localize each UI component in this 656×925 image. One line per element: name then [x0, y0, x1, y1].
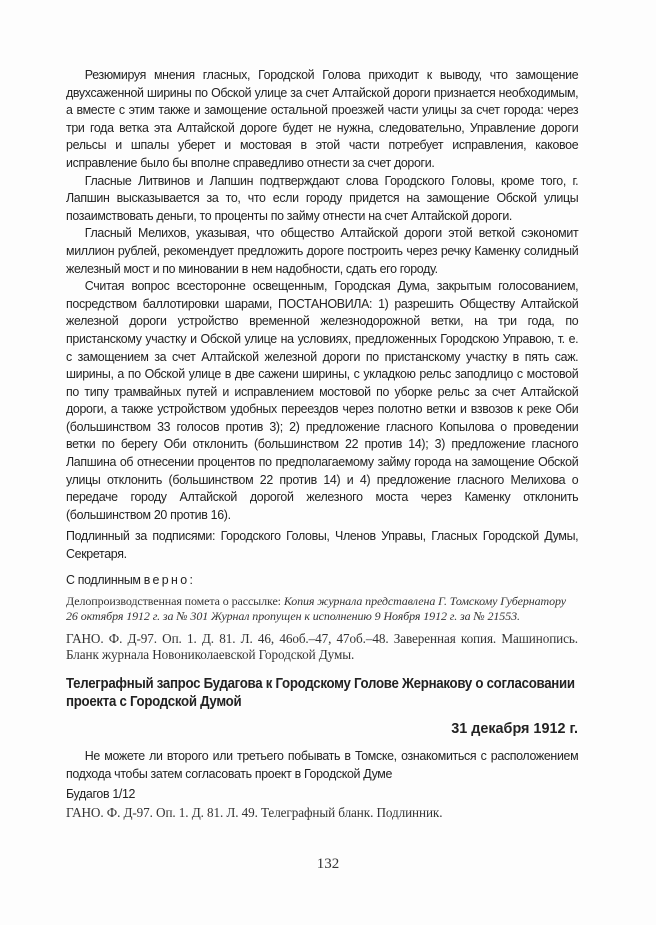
paragraph: Считая вопрос всесторонне освещенным, Городская Дума, закрытым голосованием, посредством баллотировки шарами, ПОСТАНОВИЛА: 1) разрешить Обществу Алтайской железной дороги устройство временной железнодорожной ветки, на три года, по пристанскому участку и Обской улице на условиях, предложенных Городскою Управою, т. е. с замощением за счет Алтайской железной дороги по пристанскому участку в пять саж. ширины, а по Обской улице в две сажени ширины, с укладкою рельс заподлицо с мостовой по типу трамвайных путей и исправлением мостовой по уборке рельс за счет Алтайской дороги, а также устройством удобных переездов через полотно ветки и взвозов к реке Оби (большинством 33 голосов против 3); 2) предложение гласного Копылова о проведении ветки по берегу Оби отклонить (большинством 22 против 14); 3) предложение гласного Лапшина об отнесении процентов по предполагаемому займу города на замощение Обской улицы отклонить (большинством 22 против 14) и 4) предложение гласного Мелихова о передаче городу Алтайской дорогой железного моста через Каменку отклонить (большинством 20 против 16). [66, 278, 579, 522]
verified-line [66, 571, 578, 589]
paragraph: Гласные Литвинов и Лапшин подтверждают слова Городского Головы, кроме того, г. Лапшин высказывается за то, что если городу придется на замощение Обской улицы позаимствовать деньги, то проценты по займу отнести на счет Алтайской дороги. [66, 172, 579, 223]
telegram-date: 31 декабря 1912 г. [451, 721, 578, 738]
archive-reference: ГАНО. Ф. Д-97. Оп. 1. Д. 81. Л. 49. Телеграфный бланк. Подлинник. [66, 805, 443, 820]
office-note [66, 594, 578, 624]
paragraph: Резюмируя мнения гласных, Городской Голова приходит к выводу, что замощение двухсаженной ширины по Обской улице за счет Алтайской дороги признается необходимым, а вместе с этим также и замощение остальной проезжей части улицы за счет города: через три года ветка эта Алтайской дороге будет не нужна, следовательно, Управление дороги рельсы и шпалы уберет и мостовая в этой части потребует исправления, каковое исправление было бы вполне справедливо отнести за счет дороги. [66, 67, 579, 170]
office-note-label: Делопроизводственная помета о рассылке: [66, 594, 284, 609]
office-note-text: Копия журнала представлена Г. Томскому Губернатору 26 октября 1912 г. за № 301 Журнал пропущен к исполнению 9 Ноября 1912 г. за № 21553. [66, 594, 566, 624]
telegram-text: Не можете ли второго или третьего побывать в Томске, ознакомиться с расположением подхода чтобы затем согласовать проект в Городской Думе [66, 748, 579, 781]
page-number: 132 [316, 856, 340, 872]
signatures-note: Подлинный за подписями: Городского Головы, Членов Управы, Гласных Городской Думы, Секретаря. [66, 528, 579, 562]
telegram-body [66, 747, 578, 803]
resolution-text [66, 66, 578, 588]
verified-prefix: С подлинным [66, 571, 144, 587]
document-page [66, 66, 578, 821]
verified-word: верно: [143, 571, 196, 587]
telegram-title: Телеграфный запрос Будагова к Городскому Голове Жернакову о согласовании проекта с Городской Думой [66, 676, 575, 711]
telegram-signature: Будагов 1/12 [66, 786, 136, 802]
paragraph: Гласный Мелихов, указывая, что общество Алтайской дороги этой веткой сэкономит миллион рублей, рекомендует предложить дороге построить через речку Каменку солидный железный мост и по миновании в нем надобности, сдать его городу. [66, 225, 579, 276]
archive-reference: ГАНО. Ф. Д-97. Оп. 1. Д. 81. Л. 46, 46об.–47, 47об.–48. Заверенная копия. Машинопись. Бланк журнала Новониколаевской Городской Думы. [66, 631, 578, 663]
